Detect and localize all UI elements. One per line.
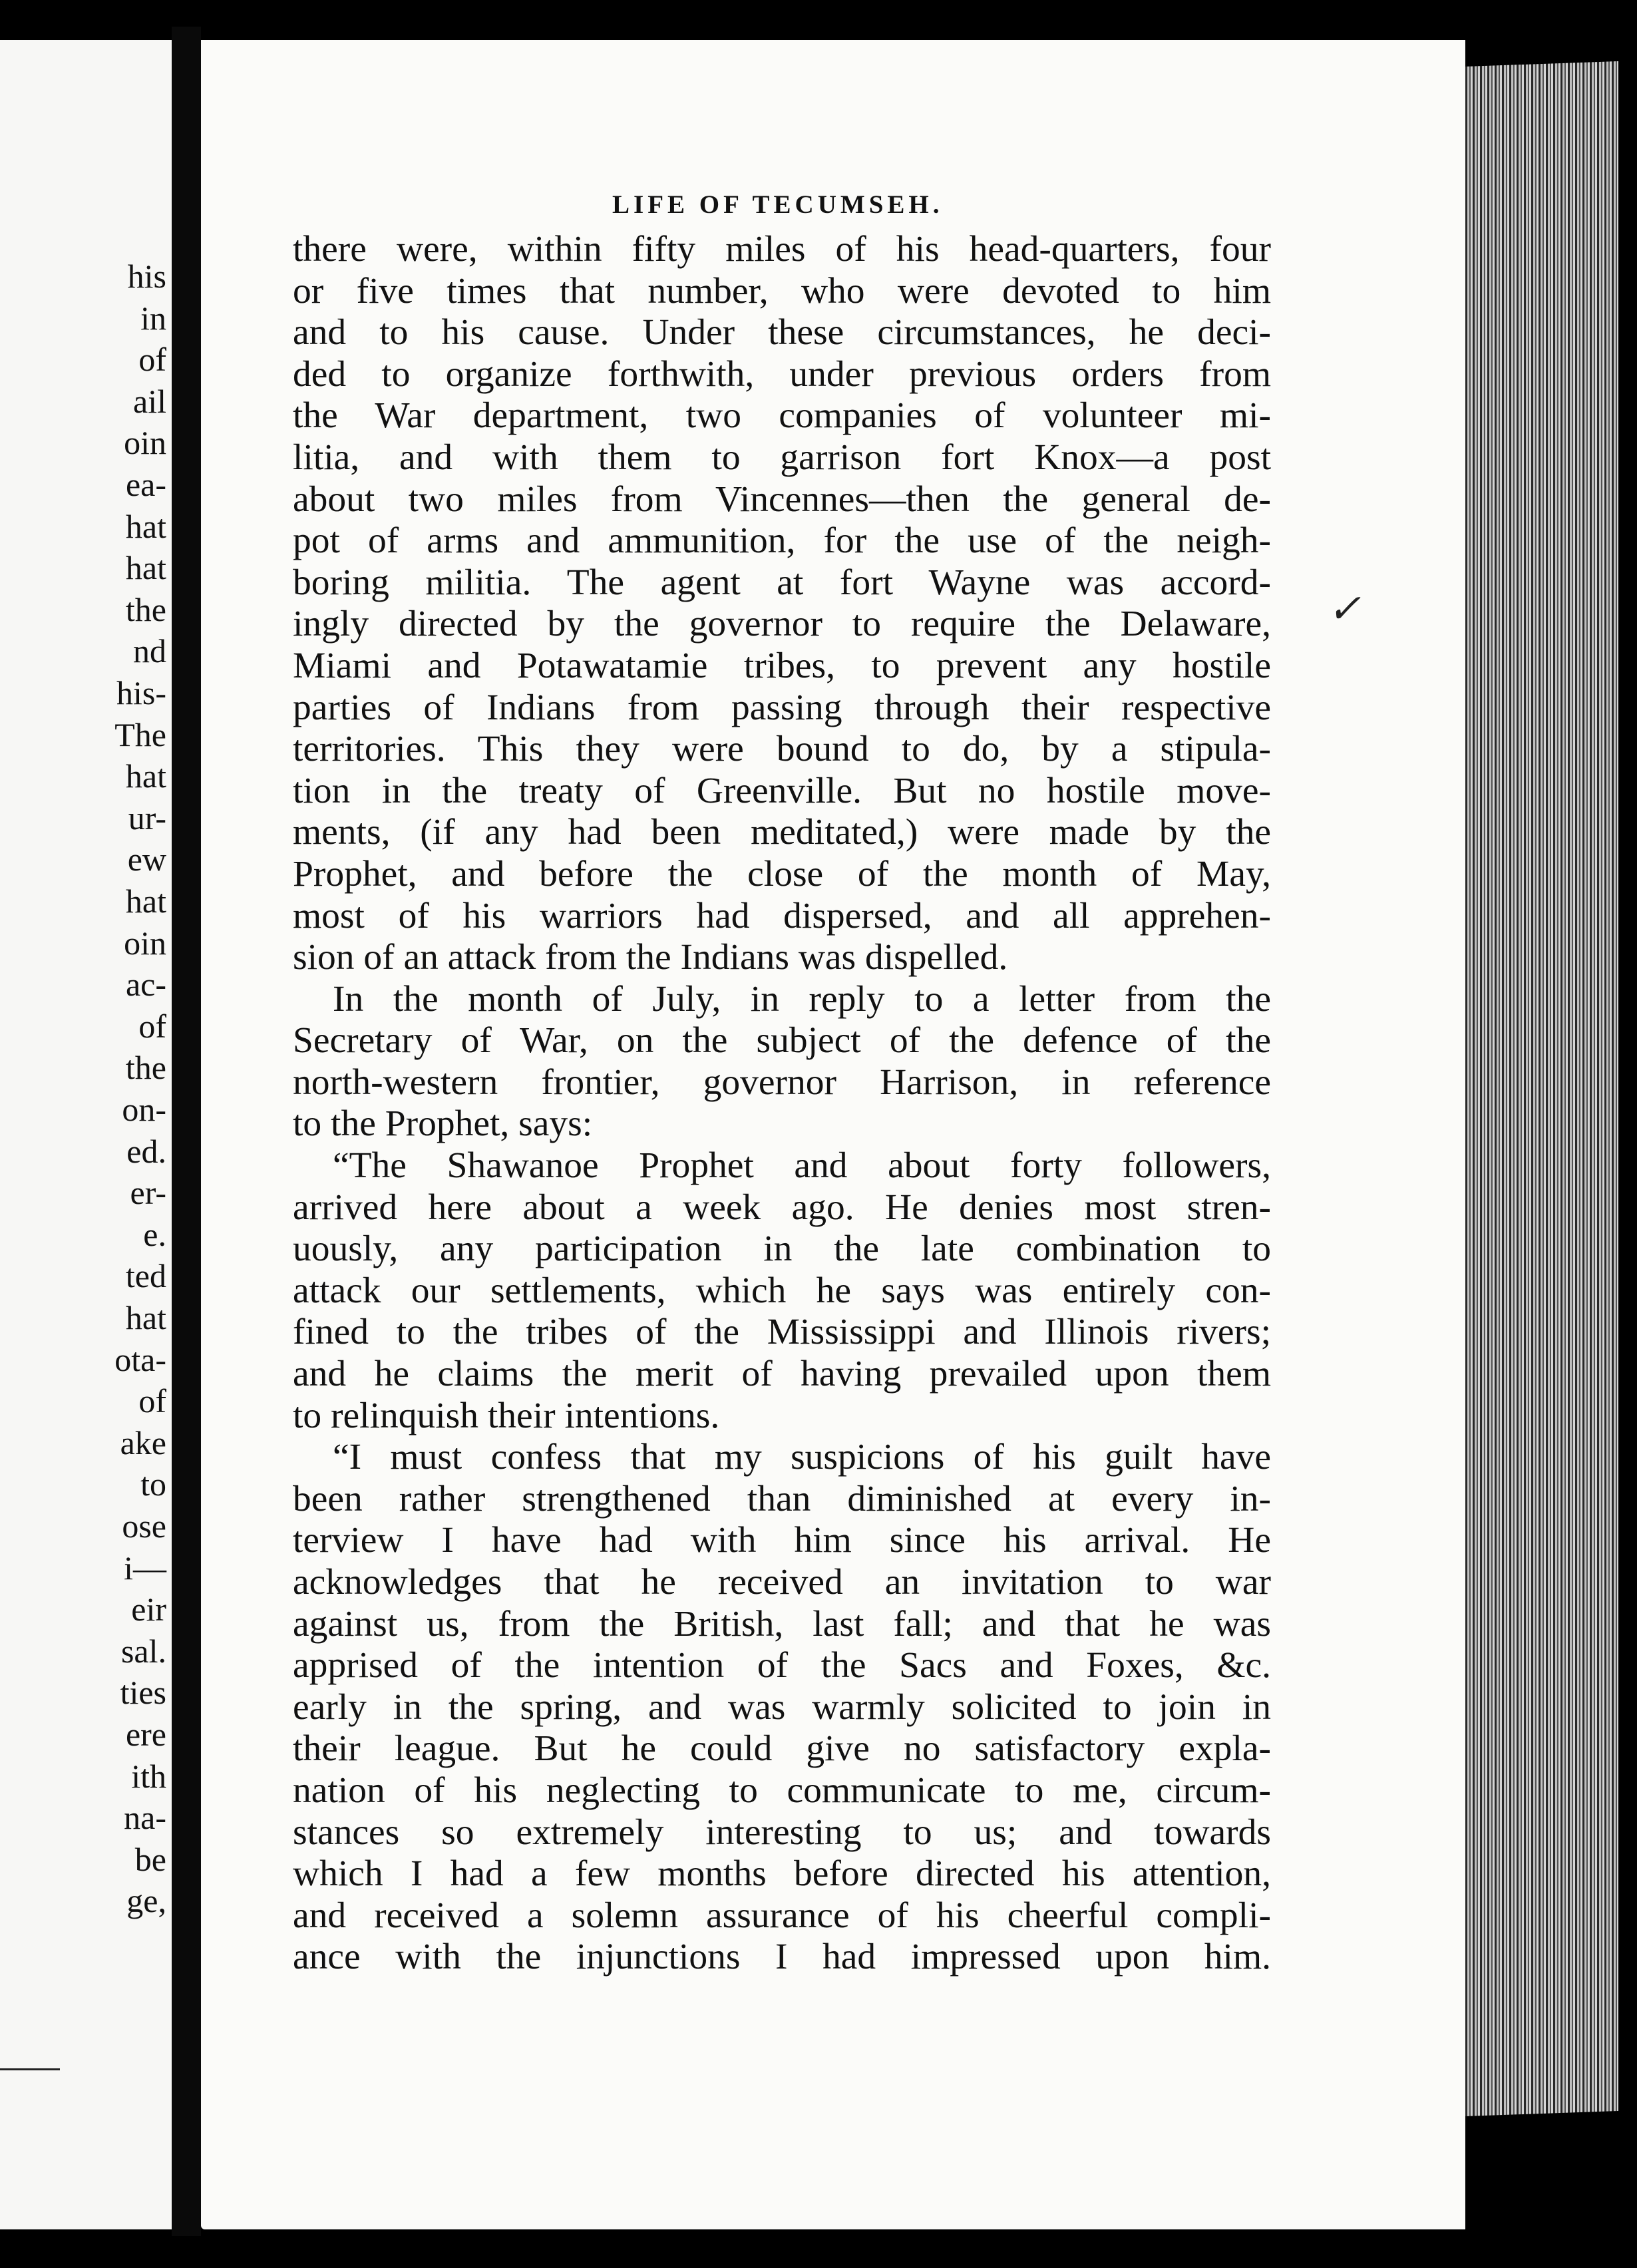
facing-page-line-fragment: his: [127, 258, 166, 295]
text-line: which I had a few months before directed his attention,: [293, 1853, 1271, 1895]
text-line: and received a solemn assurance of his cheerful compli-: [293, 1895, 1271, 1936]
body-text: [293, 229, 1271, 1979]
facing-page-line-fragment: sal.: [120, 1632, 166, 1670]
facing-page-line-fragment: in: [140, 299, 166, 337]
text-line: territories. This they were bound to do, by a stipula-: [293, 729, 1271, 770]
facing-page-line-fragment: the: [125, 1049, 166, 1087]
facing-page-line-fragment: ose: [122, 1507, 166, 1545]
text-line: been rather strengthened than diminished at every in-: [293, 1478, 1271, 1519]
facing-page-line-fragment: the: [125, 590, 166, 628]
facing-page-line-fragment: ake: [120, 1423, 166, 1461]
facing-page-line-fragment: The: [114, 715, 166, 753]
facing-page-line-fragment: e.: [143, 1215, 166, 1253]
text-line: acknowledges that he received an invitation to war: [293, 1562, 1271, 1603]
page-fore-edge: [1465, 61, 1618, 2116]
text-line: there were, within fifty miles of his head-quarters, four: [293, 229, 1271, 270]
text-line: about two miles from Vincennes—then the general de-: [293, 478, 1271, 520]
text-line: “The Shawanoe Prophet and about forty followers,: [333, 1145, 1271, 1187]
text-line: and to his cause. Under these circumstances, he deci-: [293, 312, 1271, 353]
book-gutter: [172, 27, 201, 2236]
text-line: apprised of the intention of the Sacs and Foxes, &c.: [293, 1645, 1271, 1686]
text-line: litia, and with them to garrison fort Knox—a post: [293, 437, 1271, 478]
text-line: fined to the tribes of the Mississippi and Illinois rivers;: [293, 1312, 1271, 1353]
text-line: attack our settlements, which he says was entirely con-: [293, 1270, 1271, 1311]
text-line: ance with the injunctions I had impressed upon him.: [293, 1937, 1271, 1978]
text-line: boring militia. The agent at fort Wayne was accord-: [293, 562, 1271, 603]
text-line: or five times that number, who were devoted to him: [293, 270, 1271, 311]
running-head: LIFE OF TECUMSEH.: [612, 190, 944, 219]
text-line: nation of his neglecting to communicate to me, circum-: [293, 1770, 1271, 1811]
facing-page-line-fragment: hat: [125, 507, 166, 545]
facing-page-line-fragment: i—: [124, 1549, 166, 1587]
text-line: terview I have had with him since his arrival. He: [293, 1520, 1271, 1561]
text-line: uously, any participation in the late combination to: [293, 1228, 1271, 1270]
text-line: ingly directed by the governor to require the Delaware,: [293, 604, 1271, 645]
text-line: ments, (if any had been meditated,) were made by the: [293, 812, 1271, 853]
facing-page-line-fragment: ed.: [126, 1132, 166, 1170]
facing-page-line-fragment: ge,: [126, 1882, 166, 1920]
text-line: early in the spring, and was warmly solicited to join in: [293, 1686, 1271, 1728]
facing-page-line-fragment: be: [134, 1840, 166, 1878]
text-line: to relinquish their intentions.: [293, 1395, 720, 1436]
facing-page-line-fragment: ere: [125, 1716, 166, 1753]
facing-page-line-fragment: ac-: [125, 966, 166, 1004]
facing-page-line-fragment: his-: [116, 674, 166, 711]
facing-page-line-fragment: to: [140, 1465, 166, 1503]
facing-page-line-fragment: of: [138, 341, 166, 379]
text-line: and he claims the merit of having prevailed upon them: [293, 1354, 1271, 1395]
facing-page-line-fragment: of: [138, 1007, 166, 1045]
text-line: the War department, two companies of volunteer mi-: [293, 395, 1271, 437]
facing-page-line-fragment: on-: [122, 1091, 166, 1128]
text-line: against us, from the British, last fall; and that he was: [293, 1603, 1271, 1644]
text-line: Miami and Potawatamie tribes, to prevent any hostile: [293, 645, 1271, 686]
text-line: ded to organize forthwith, under previous orders from: [293, 353, 1271, 395]
text-line: arrived here about a week ago. He denies most stren-: [293, 1187, 1271, 1228]
facing-page-line-fragment: ties: [120, 1674, 166, 1712]
facing-page-line-fragment: er-: [130, 1174, 166, 1212]
facing-page-line-fragment: ew: [127, 841, 166, 878]
facing-page-line-fragment: hat: [125, 1299, 166, 1336]
text-line: most of his warriors had dispersed, and all apprehen-: [293, 895, 1271, 936]
text-line: In the month of July, in reply to a letter from the: [333, 978, 1271, 1020]
facing-page-line-fragment: hat: [125, 549, 166, 587]
facing-page-line-fragment: na-: [124, 1799, 166, 1837]
facing-page-line-fragment: hat: [125, 882, 166, 920]
facing-page-line-fragment: ota-: [114, 1340, 166, 1378]
facing-page-line-fragment: nd: [133, 632, 166, 670]
facing-page-line-fragment: ail: [133, 382, 166, 420]
text-line: pot of arms and ammunition, for the use of the neigh-: [293, 520, 1271, 562]
text-line: parties of Indians from passing through their respective: [293, 687, 1271, 728]
text-line: sion of an attack from the Indians was dispelled.: [293, 937, 1008, 978]
facing-page-line-fragment: ea-: [125, 466, 166, 503]
text-line: Prophet, and before the close of the month of May,: [293, 853, 1271, 894]
text-line: stances so extremely interesting to us; and towards: [293, 1811, 1271, 1853]
text-line: their league. But he could give no satisfactory expla-: [293, 1728, 1271, 1770]
facing-page-line-fragment: ur-: [128, 799, 166, 837]
facing-page-line-fragment: ted: [125, 1257, 166, 1295]
margin-check-mark: ✓: [1328, 587, 1362, 631]
facing-page-line-fragment: ith: [131, 1757, 166, 1795]
text-line: north-western frontier, governor Harrison, in reference: [293, 1061, 1271, 1103]
facing-page-line-fragment: eir: [131, 1591, 166, 1628]
facing-page-line-fragment: hat: [125, 757, 166, 795]
facing-page-line-fragment: oin: [124, 424, 166, 462]
text-line: Secretary of War, on the subject of the defence of the: [293, 1020, 1271, 1061]
facing-page-rule: [0, 2068, 60, 2070]
facing-page-line-fragment: of: [138, 1382, 166, 1420]
text-line: tion in the treaty of Greenville. But no hostile move-: [293, 770, 1271, 811]
facing-page-line-fragment: oin: [124, 924, 166, 962]
facing-page-fragment: [0, 40, 172, 2229]
text-line: “I must confess that my suspicions of his guilt have: [333, 1437, 1271, 1478]
text-line: to the Prophet, says:: [293, 1103, 593, 1145]
